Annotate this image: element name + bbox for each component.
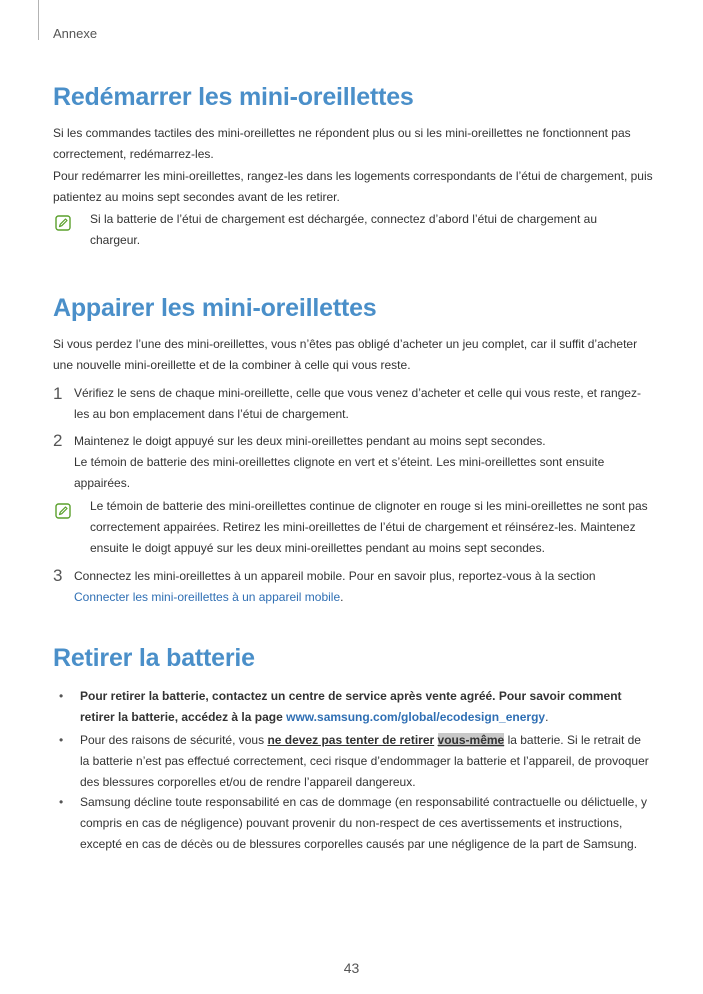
- note-pencil-icon: [55, 215, 71, 231]
- step-3-text: [74, 566, 649, 608]
- heading-restart: Redémarrer les mini-oreillettes: [53, 83, 414, 111]
- step-3-end: .: [340, 590, 344, 604]
- ecodesign-link[interactable]: www.samsung.com/global/ecodesign_energy: [286, 710, 546, 724]
- step-2-text: Maintenez le doigt appuyé sur les deux mini-oreillettes pendant au moins sept secondes.: [74, 434, 546, 448]
- page-number: 43: [343, 960, 360, 976]
- battery-bullet-1-text: Pour retirer la batterie, contactez un centre de service après vente agréé. Pour savoir comment retirer la batterie, accédez à la page: [80, 689, 622, 724]
- pair-note: Le témoin de batterie des mini-oreillettes continue de clignoter en rouge si les mini-oreillettes ne sont pas correctement appairées. Retirez les mini-oreillettes de l’étui de chargement et réinsérez-les. Maintenez ensuite le doigt appuyé sur les deux mini-oreillettes pendant au moins sept secondes.: [90, 499, 648, 555]
- restart-note: Si la batterie de l’étui de chargement est déchargée, connectez d’abord l’étui de chargement au chargeur.: [90, 212, 597, 247]
- battery-bullet-2-start: Pour des raisons de sécurité, vous: [80, 733, 265, 747]
- heading-pair: Appairer les mini-oreillettes: [53, 294, 377, 322]
- step-1-text: Vérifiez le sens de chaque mini-oreillette, celle que vous venez d’acheter et celle qui vous reste, et rangez-les au bon emplacement dans l’étui de chargement.: [74, 386, 641, 421]
- battery-bullet-2-end: la batterie. Si le retrait de la batterie n’est pas effectué correctement, ceci risque d’endommager la batterie et l’appareil, de provoquer des blessures corporelles et/ou de rendre l’appareil dangereux.: [80, 733, 649, 789]
- pair-intro: Si vous perdez l’une des mini-oreillettes, vous n’êtes pas obligé d’acheter un jeu complet, car il suffit d’acheter une nouvelle mini-oreillette et de la combiner à celle qui vous reste.: [53, 337, 638, 372]
- header-divider: [38, 0, 39, 40]
- section-label: Annexe: [53, 26, 98, 41]
- step-number-3: 3: [53, 566, 63, 585]
- battery-bullet-3: Samsung décline toute responsabilité en cas de dommage (en responsabilité contractuelle ou délictuelle, y compris en cas de négligence) pouvant provenir du non-respect de ces avertissements et instructions, excepté en cas de décès ou de blessures corporelles causés par une négligence de la part de Samsung.: [80, 795, 648, 851]
- restart-paragraph-1: Si les commandes tactiles des mini-oreillettes ne répondent plus ou si les mini-oreillettes ne fonctionnent pas correctement, redémarrez-les.: [53, 126, 631, 161]
- connect-mobile-link[interactable]: Connecter les mini-oreillettes à un appareil mobile: [74, 590, 341, 604]
- bullet-3-symbol: •: [59, 795, 64, 809]
- heading-battery: Retirer la batterie: [53, 644, 255, 672]
- step-2-detail: Le témoin de batterie des mini-oreillettes clignote en vert et s’éteint. Les mini-oreillettes sont ensuite appairées.: [74, 455, 605, 490]
- battery-warning-highlight: vous-même: [437, 733, 505, 747]
- battery-bullet-1-end: .: [545, 710, 549, 724]
- battery-bullet-1: [80, 686, 650, 728]
- battery-bullet-2: [80, 730, 650, 793]
- note-pencil-icon: [55, 503, 71, 519]
- bullet-1-symbol: •: [59, 689, 64, 703]
- restart-paragraph-2: Pour redémarrer les mini-oreillettes, rangez-les dans les logements correspondants de l’étui de chargement, puis patientez au moins sept secondes avant de les retirer.: [53, 169, 653, 204]
- step-number-1: 1: [53, 384, 63, 403]
- battery-warning-emphasis: ne devez pas tenter de retirer: [267, 733, 435, 747]
- step-number-2: 2: [53, 431, 63, 450]
- bullet-2-symbol: •: [59, 733, 64, 747]
- step-3-intro: Connectez les mini-oreillettes à un appareil mobile. Pour en savoir plus, reportez-vous à la section: [74, 569, 596, 583]
